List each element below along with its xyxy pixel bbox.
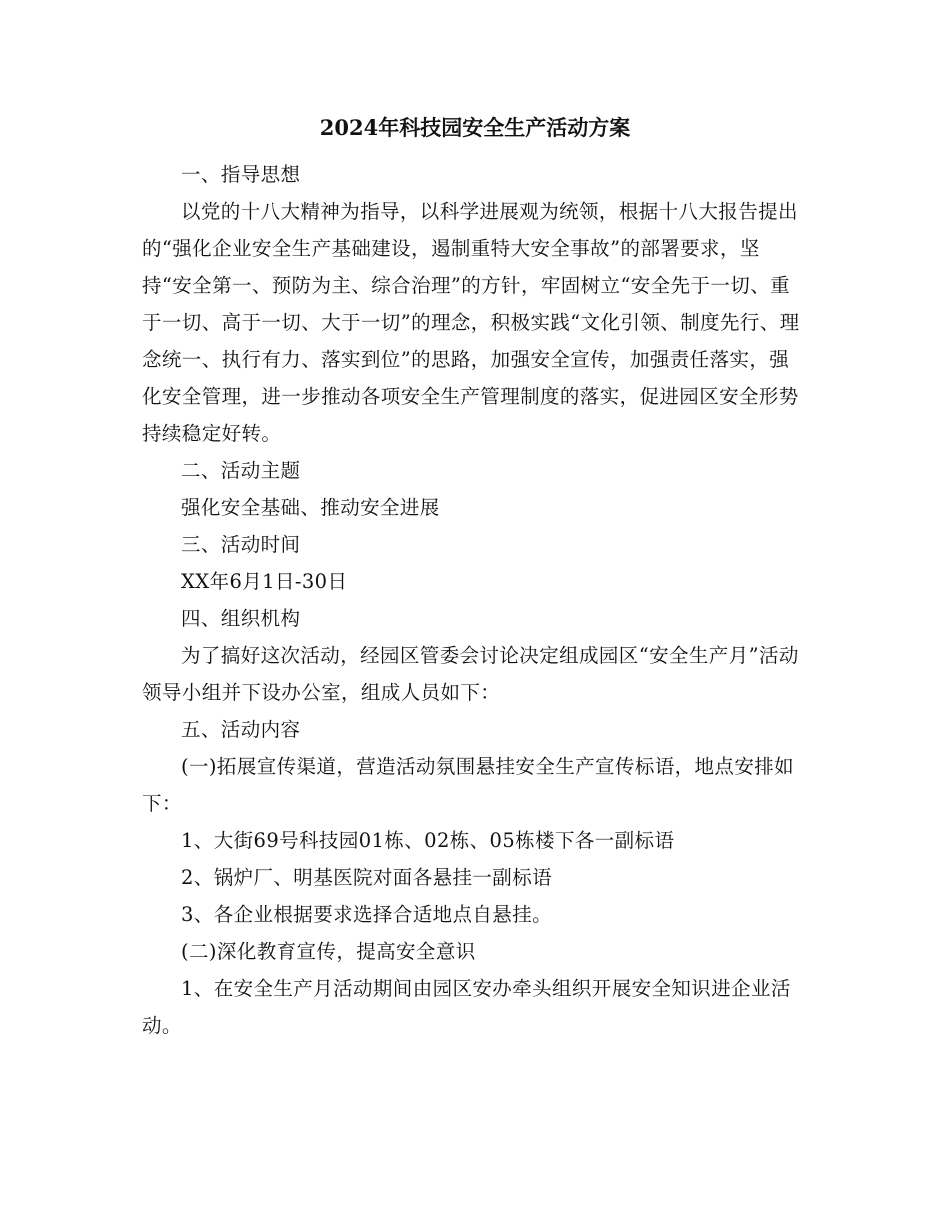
section-heading-guiding-ideology: 一、指导思想: [181, 163, 301, 186]
paragraph-theme: 强化安全基础、推动安全进展: [181, 496, 440, 519]
list-item-3: 3、各企业根据要求选择合适地点自悬挂。: [181, 903, 553, 926]
paragraph-organization: 为了搞好这次活动，经园区管委会讨论决定组成园区“安全生产月”活动领导小组并下设办公室，组成人员如下：: [142, 644, 799, 704]
paragraph-content-2: (二)深化教育宣传，提高安全意识: [181, 940, 476, 963]
section-heading-content: 五、活动内容: [181, 718, 301, 741]
paragraph-time: XX年6月1日-30日: [181, 570, 348, 593]
list-item-1: 1、大街69号科技园01栋、02栋、05栋楼下各一副标语: [181, 829, 675, 852]
section-heading-time: 三、活动时间: [181, 533, 301, 556]
document-body: [142, 156, 808, 1044]
section-heading-theme: 二、活动主题: [181, 459, 301, 482]
list-item-4: 1、在安全生产月活动期间由园区安办牵头组织开展安全知识进企业活动。: [142, 977, 791, 1037]
list-item-2: 2、锅炉厂、明基医院对面各悬挂一副标语: [181, 866, 553, 889]
paragraph-guiding-ideology: 以党的十八大精神为指导，以科学进展观为统领，根据十八大报告提出的“强化企业安全生产基础建设，遏制重特大安全事故”的部署要求，坚持“安全第一、预防为主、综合治理”的方针，牢固树立“安全先于一切、重于一切、高于一切、大于一切”的理念，积极实践“文化引领、制度先行、理念统一、执行有力、落实到位”的思路，加强安全宣传，加强责任落实，强化安全管理，进一步推动各项安全生产管理制度的落实，促进园区安全形势持续稳定好转。: [142, 200, 800, 445]
section-heading-organization: 四、组织机构: [181, 607, 301, 630]
paragraph-content-1: (一)拓展宣传渠道，营造活动氛围悬挂安全生产宣传标语，地点安排如下：: [142, 755, 795, 815]
document-title: 2024年科技园安全生产活动方案: [319, 115, 631, 140]
